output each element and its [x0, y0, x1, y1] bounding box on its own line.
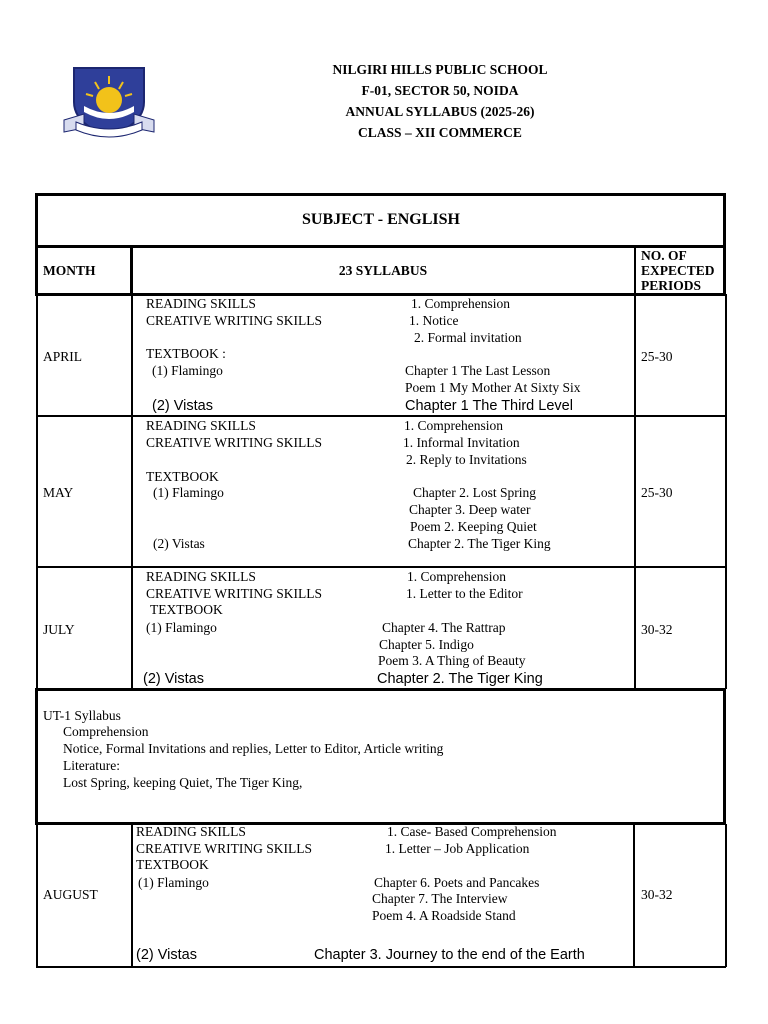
- april-item: 1. Notice: [409, 313, 459, 328]
- may-vistas: (2) Vistas: [153, 536, 205, 551]
- school-logo: [62, 62, 156, 142]
- april-reading: READING SKILLS: [146, 296, 256, 311]
- ut1-title: UT-1 Syllabus: [43, 708, 121, 723]
- august-writing: CREATIVE WRITING SKILLS: [136, 841, 312, 856]
- may-writing: CREATIVE WRITING SKILLS: [146, 435, 322, 450]
- periods-july: 30-32: [641, 622, 673, 637]
- column-month: MONTH: [43, 263, 96, 278]
- may-item: 1. Informal Invitation: [403, 435, 520, 450]
- july-item: 1. Comprehension: [407, 569, 506, 584]
- april-item: 1. Comprehension: [411, 296, 510, 311]
- april-item: Chapter 1 The Third Level: [405, 398, 573, 414]
- august-item: 1. Case- Based Comprehension: [387, 824, 557, 839]
- april-item: 2. Formal invitation: [414, 330, 522, 345]
- july-reading: READING SKILLS: [146, 569, 256, 584]
- april-writing: CREATIVE WRITING SKILLS: [146, 313, 322, 328]
- month-april: APRIL: [43, 349, 83, 364]
- july-writing: CREATIVE WRITING SKILLS: [146, 586, 322, 601]
- july-vistas: (2) Vistas: [143, 671, 204, 687]
- month-august: AUGUST: [43, 887, 98, 902]
- july-item: Chapter 2. The Tiger King: [377, 671, 543, 687]
- may-flamingo: (1) Flamingo: [153, 485, 224, 500]
- august-item: 1. Letter – Job Application: [385, 841, 530, 856]
- july-item: Chapter 4. The Rattrap: [382, 620, 506, 635]
- may-item: 2. Reply to Invitations: [406, 452, 527, 467]
- school-name: NILGIRI HILLS PUBLIC SCHOOL: [332, 62, 548, 77]
- periods-august: 30-32: [641, 887, 673, 902]
- april-item: Chapter 1 The Last Lesson: [405, 363, 551, 378]
- may-item: Chapter 3. Deep water: [409, 502, 531, 517]
- ut1-line: Literature:: [63, 758, 120, 773]
- april-vistas: (2) Vistas: [152, 398, 213, 414]
- class-title: CLASS – XII COMMERCE: [358, 125, 522, 140]
- july-textbook: TEXTBOOK: [150, 602, 223, 617]
- april-flamingo: (1) Flamingo: [152, 363, 223, 378]
- august-item: Chapter 7. The Interview: [372, 891, 508, 906]
- periods-may: 25-30: [641, 485, 673, 500]
- month-may: MAY: [43, 485, 74, 500]
- august-item: Poem 4. A Roadside Stand: [372, 908, 516, 923]
- august-item: Chapter 3. Journey to the end of the Earth: [314, 947, 585, 963]
- subject-title: SUBJECT - ENGLISH: [302, 211, 460, 228]
- may-item: Chapter 2. The Tiger King: [408, 536, 551, 551]
- may-item: Chapter 2. Lost Spring: [413, 485, 536, 500]
- month-july: JULY: [43, 622, 75, 637]
- may-textbook: TEXTBOOK: [146, 469, 219, 484]
- july-flamingo: (1) Flamingo: [146, 620, 217, 635]
- column-periods: NO. OF EXPECTED PERIODS: [641, 248, 715, 293]
- ut1-line: Comprehension: [63, 724, 149, 739]
- august-reading: READING SKILLS: [136, 824, 246, 839]
- column-syllabus: 23 SYLLABUS: [338, 263, 428, 278]
- periods-april: 25-30: [641, 349, 673, 364]
- school-address: F-01, SECTOR 50, NOIDA: [361, 83, 519, 98]
- may-reading: READING SKILLS: [146, 418, 256, 433]
- may-item: Poem 2. Keeping Quiet: [410, 519, 537, 534]
- ut1-line: Lost Spring, keeping Quiet, The Tiger King,: [63, 775, 303, 790]
- april-item: Poem 1 My Mother At Sixty Six: [405, 380, 581, 395]
- august-item: Chapter 6. Poets and Pancakes: [374, 875, 540, 890]
- syllabus-title: ANNUAL SYLLABUS (2025-26): [345, 104, 535, 119]
- july-item: Chapter 5. Indigo: [379, 637, 474, 652]
- may-item: 1. Comprehension: [404, 418, 503, 433]
- august-textbook: TEXTBOOK: [136, 857, 209, 872]
- august-flamingo: (1) Flamingo: [138, 875, 209, 890]
- april-textbook: TEXTBOOK :: [146, 346, 226, 361]
- july-item: 1. Letter to the Editor: [406, 586, 523, 601]
- ut1-line: Notice, Formal Invitations and replies, Letter to Editor, Article writing: [63, 741, 444, 756]
- august-vistas: (2) Vistas: [136, 947, 197, 963]
- july-item: Poem 3. A Thing of Beauty: [378, 653, 526, 668]
